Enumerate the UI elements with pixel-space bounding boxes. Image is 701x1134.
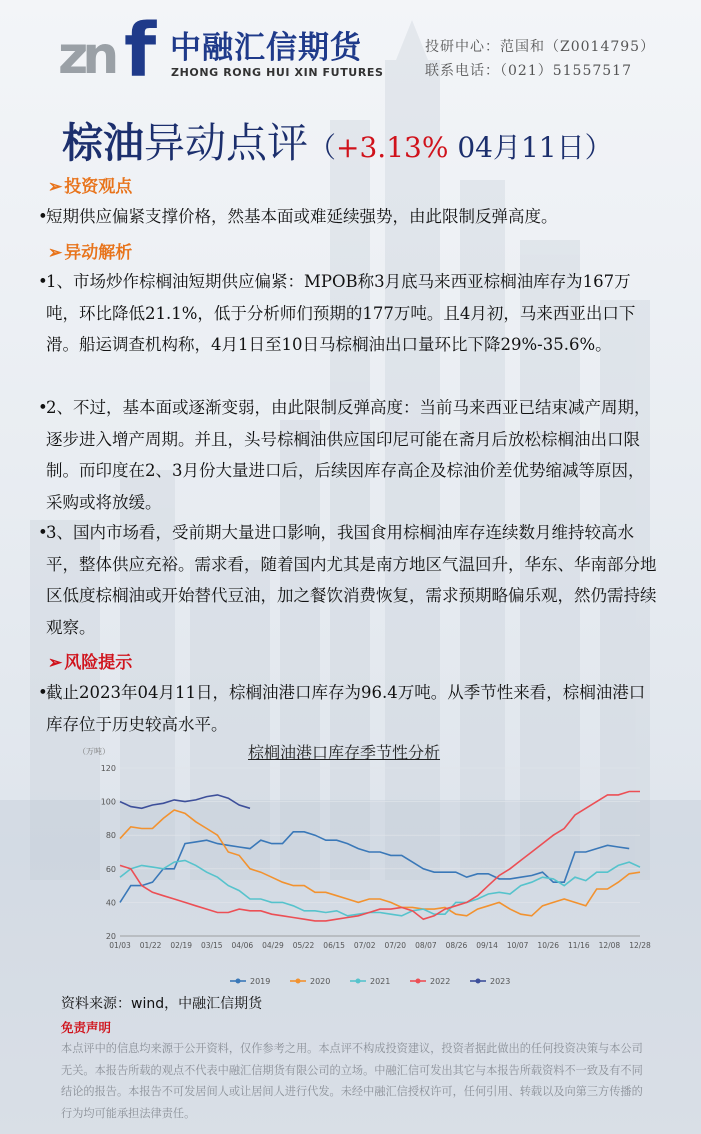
bullet-icon: •	[38, 683, 48, 702]
x-tick-label: 02/19	[170, 941, 192, 950]
arrow-icon: ➢	[48, 653, 63, 673]
brand-name-en: ZHONG RONG HUI XIN FUTURES	[171, 66, 384, 79]
chart-title: 棕榈油港口库存季节性分析	[248, 743, 441, 762]
title-main: 棕油	[62, 119, 144, 167]
title-paren: （	[308, 131, 337, 164]
bullet-icon: •	[38, 272, 48, 291]
contact-research: 投研中心：范国和（Z0014795）	[425, 39, 656, 55]
arrow-icon: ➢	[48, 243, 63, 263]
section-analysis	[48, 238, 132, 263]
disclaimer-text: 本点评中的信息均来源于公开资料，仅作参考之用。本点评不构成投资建议，投资者据此做出的任何投资决策与本公司无关。本报告所载的观点不代表中融汇信期货有限公司的立场。中融汇信可发出其它与本报告所载资料不一致及有不同结论的报告。本报告不可发居间人或让居间人进行代发。未经中融汇信授权许可，任何引用、转载以及向第三方传播的行为均可能承担法律责任。	[61, 1042, 643, 1120]
x-tick-label: 04/06	[231, 941, 254, 950]
legend-label-2022: 2022	[430, 977, 451, 986]
y-tick-label: 120	[100, 764, 116, 773]
legend-marker-2019	[236, 979, 241, 984]
brand-name-cn: 中融汇信期货	[170, 30, 362, 66]
title-percent: +3.13%	[336, 131, 449, 164]
y-tick-label: 100	[100, 797, 116, 807]
x-tick-label: 07/20	[384, 941, 407, 950]
y-tick-label: 40	[105, 898, 116, 908]
section-risk	[48, 648, 132, 673]
disclaimer-title: 免责声明	[61, 1020, 112, 1035]
series-line-2019	[120, 832, 629, 903]
x-tick-label: 05/22	[292, 941, 315, 950]
x-tick-label: 10/07	[506, 941, 529, 950]
paragraph-risk	[38, 677, 658, 740]
section-analysis-label: 异动解析	[64, 243, 133, 263]
inventory-seasonal-chart	[70, 740, 660, 990]
paragraph-analysis-3	[38, 517, 658, 643]
paragraph-analysis-2	[38, 392, 658, 518]
legend-label-2023: 2023	[490, 977, 511, 986]
x-tick-label: 01/03	[109, 941, 131, 950]
section-view	[48, 172, 132, 197]
legend-label-2019: 2019	[250, 977, 271, 986]
section-view-label: 投资观点	[64, 177, 133, 197]
y-axis-unit: （万吨）	[78, 747, 110, 756]
data-source: 资料来源：wind，中融汇信期货	[61, 996, 263, 1012]
x-tick-label: 09/14	[476, 941, 498, 950]
x-tick-label: 11/16	[568, 941, 590, 950]
x-tick-label: 08/07	[415, 941, 437, 950]
x-tick-label: 06/15	[323, 941, 345, 950]
legend-label-2021: 2021	[370, 977, 391, 986]
bullet-icon: •	[38, 523, 48, 542]
x-tick-label: 12/08	[598, 941, 621, 950]
x-tick-label: 10/26	[537, 941, 560, 950]
header	[0, 0, 701, 100]
legend-label-2020: 2020	[310, 977, 331, 986]
legend-marker-2022	[416, 979, 421, 984]
paragraph-analysis-3-text: 3、国内市场看，受前期大量进口影响，我国食用棕榈油库存连续数月维持较高水平，整体供应充裕。需求看，随着国内尤其是南方地区气温回升，华东、华南部分地区低度棕榈油或开始替代豆油，加之餐饮消费恢复，需求预期略偏乐观，然仍需持续观察。	[46, 523, 657, 637]
paragraph-analysis-1	[38, 266, 658, 361]
bullet-icon: •	[38, 207, 48, 226]
arrow-icon: ➢	[48, 177, 63, 197]
logo-mark-f: f	[124, 8, 157, 94]
x-tick-label: 04/29	[262, 941, 284, 950]
paragraph-analysis-2-text: 2、不过，基本面或逐渐变弱，由此限制反弹高度：当前马来西亚已结束减产周期，逐步进入增产周期。并且，头号棕榈油供应国印尼可能在斋月后放松棕榈油出口限制。而印度在2、3月份大量进口后，后续因库存高企及棕油价差优势缩减等原因，采购或将放缓。	[46, 398, 651, 512]
y-tick-label: 60	[105, 864, 116, 874]
x-tick-label: 08/26	[445, 941, 468, 950]
contact-phone: 联系电话：（021）51557517	[425, 63, 632, 79]
bullet-icon: •	[38, 398, 48, 417]
paragraph-view-text: 短期供应偏紧支撑价格，然基本面或难延续强势，由此限制反弹高度。	[46, 207, 558, 226]
section-risk-label: 风险提示	[64, 653, 133, 673]
title-date: 04月11日）	[448, 131, 613, 164]
x-tick-label: 12/28	[629, 941, 651, 950]
y-tick-label: 20	[105, 932, 116, 941]
title-sub: 异动点评	[144, 119, 308, 167]
page-title	[62, 110, 613, 169]
x-tick-label: 01/22	[139, 941, 162, 950]
legend-marker-2023	[476, 979, 481, 984]
paragraph-analysis-1-text: 1、市场炒作棕榈油短期供应偏紧：MPOB称3月底马来西亚棕榈油库存为167万吨，环比降低21.1%，低于分析师们预期的177万吨。且4月初，马来西亚出口下滑。船运调查机构称，4月1日至10日马棕榈油出口量环比下降29%-35.6%。	[46, 272, 636, 354]
logo-mark: zn	[58, 26, 114, 86]
legend-marker-2021	[356, 979, 361, 984]
paragraph-view	[38, 201, 658, 233]
x-tick-label: 03/15	[200, 941, 223, 950]
series-line-2022	[120, 792, 640, 921]
y-tick-label: 80	[105, 831, 116, 841]
series-line-2020	[120, 810, 640, 916]
legend-marker-2020	[296, 979, 301, 984]
x-tick-label: 07/02	[353, 941, 376, 950]
paragraph-risk-text: 截止2023年04月11日，棕榈油港口库存为96.4万吨。从季节性来看，棕榈油港口库存位于历史较高水平。	[46, 683, 646, 734]
